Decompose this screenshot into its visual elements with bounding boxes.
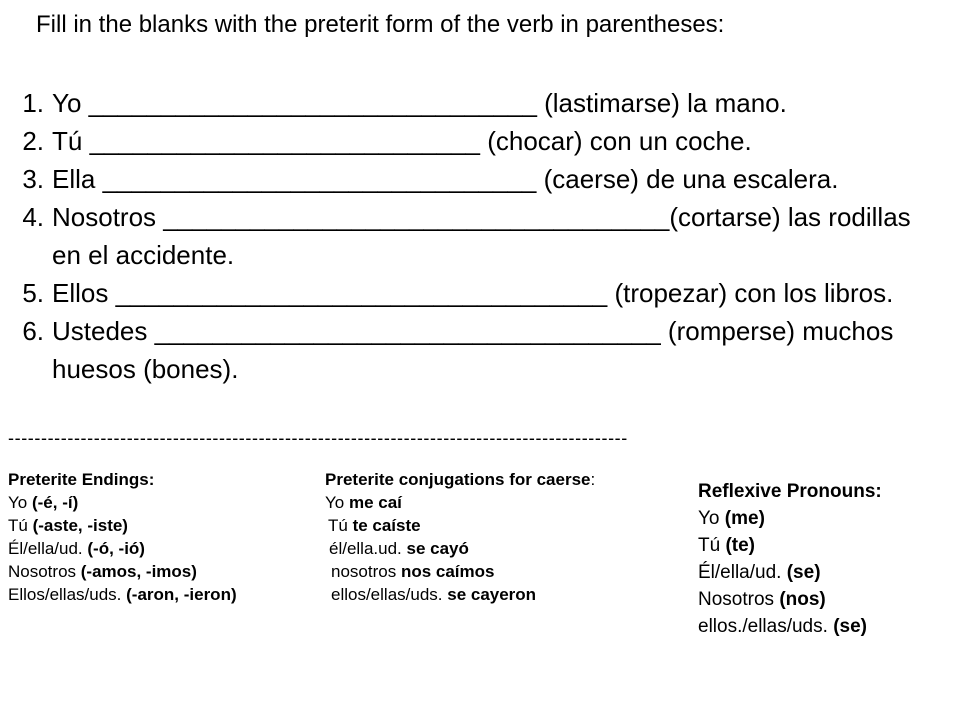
endings-subject: Tú (8, 516, 33, 535)
exercise-text: Yo _______________________________ (lastimarse) la mano. (52, 88, 787, 118)
reflexive-subject: Él/ella/ud. (698, 562, 787, 583)
exercise-text: Ella ______________________________ (caerse) de una escalera. (52, 164, 839, 194)
endings-row (8, 537, 237, 560)
exercise-number: 4. (22, 202, 44, 232)
caerse-title-colon: : (590, 470, 596, 489)
caerse-row (325, 560, 595, 583)
endings-title: Preterite Endings: (8, 470, 155, 489)
exercise-text: Tú ___________________________ (chocar) con un coche. (52, 126, 752, 156)
reflexive-pronoun: (se) (786, 562, 821, 583)
endings-subject: Él/ella/ud. (8, 539, 88, 558)
reflexive-subject: Tú (698, 535, 726, 556)
endings-row (8, 514, 237, 537)
reflexive-subject: ellos./ellas/uds. (698, 616, 834, 637)
caerse-subject: nosotros (331, 562, 401, 581)
exercise-item (6, 122, 946, 160)
caerse-subject: él/ella.ud. (329, 539, 407, 558)
endings-row (8, 491, 237, 514)
caerse-row (325, 514, 595, 537)
endings-subject: Nosotros (8, 562, 81, 581)
endings-subject: Ellos/ellas/uds. (8, 585, 127, 604)
caerse-form: te caíste (352, 516, 421, 535)
reflexive-subject: Nosotros (698, 589, 780, 610)
caerse-conjugation-column (325, 468, 595, 606)
caerse-subject: Tú (328, 516, 353, 535)
preterite-endings-column (8, 468, 237, 606)
reflexive-row (698, 559, 882, 586)
caerse-title (325, 468, 595, 491)
exercise-number: 3. (22, 164, 44, 194)
exercise-text: Ustedes ___________________________________ (romperse) muchos huesos (bones). (52, 316, 901, 384)
endings-value: (-é, -í) (31, 493, 79, 512)
caerse-subject: Yo (325, 493, 349, 512)
reflexive-row (698, 586, 882, 613)
exercise-text: Ellos __________________________________ (tropezar) con los libros. (52, 278, 894, 308)
exercise-number: 1. (22, 88, 44, 118)
endings-value: (-amos, -imos) (80, 562, 197, 581)
exercise-item (6, 312, 946, 388)
endings-value: (-aste, -iste) (32, 516, 128, 535)
reflexive-subject: Yo (698, 508, 725, 529)
exercise-number: 6. (22, 316, 44, 346)
endings-value: (-aron, -ieron) (126, 585, 237, 604)
caerse-form: nos caímos (400, 562, 495, 581)
exercise-item (6, 84, 946, 122)
endings-row (8, 560, 237, 583)
exercise-item (6, 160, 946, 198)
exercise-item (6, 274, 946, 312)
endings-subject: Yo (8, 493, 32, 512)
instructions-heading: Fill in the blanks with the preterit form of the verb in parentheses: (36, 11, 725, 38)
reflexive-pronouns-column (698, 478, 882, 640)
caerse-title-text: Preterite conjugations for caerse (325, 470, 591, 489)
caerse-form: se cayó (406, 539, 469, 558)
reflexive-pronoun: (me) (724, 508, 765, 529)
caerse-form: se cayeron (447, 585, 537, 604)
reflexive-pronoun: (te) (725, 535, 756, 556)
endings-row (8, 583, 237, 606)
dashed-divider: ---------------------------------------------------------------------------------------------- (8, 428, 628, 448)
exercise-list (6, 84, 946, 388)
caerse-row (325, 537, 595, 560)
reflexive-row (698, 505, 882, 532)
exercise-number: 5. (22, 278, 44, 308)
exercise-item (6, 198, 946, 274)
caerse-form: me caí (348, 493, 402, 512)
caerse-subject: ellos/ellas/uds. (331, 585, 448, 604)
reflexive-row (698, 532, 882, 559)
exercise-number: 2. (22, 126, 44, 156)
reflexive-row (698, 613, 882, 640)
exercise-text: Nosotros ___________________________________(cortarse) las rodillas en el accidente. (52, 202, 918, 270)
reflexive-pronoun: (se) (833, 616, 867, 637)
caerse-row (325, 583, 595, 606)
endings-value: (-ó, -ió) (87, 539, 145, 558)
caerse-row (325, 491, 595, 514)
reflexive-pronoun: (nos) (779, 589, 826, 610)
reflexive-title: Reflexive Pronouns: (698, 481, 882, 502)
